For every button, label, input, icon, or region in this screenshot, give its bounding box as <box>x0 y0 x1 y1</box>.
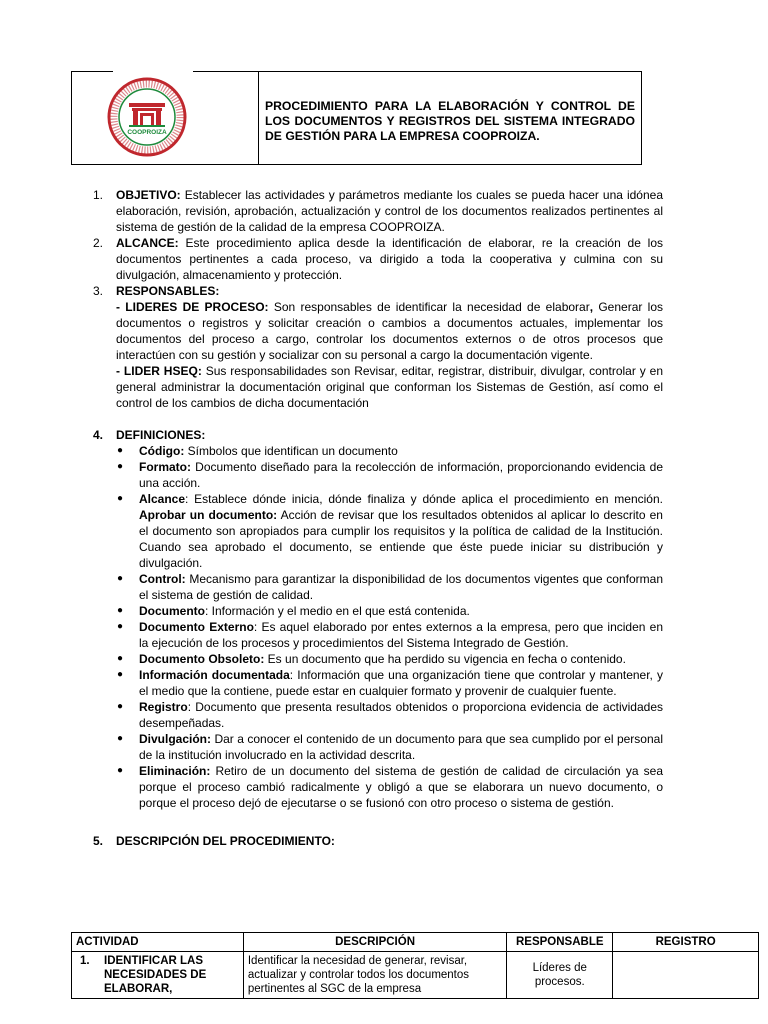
table-header-row <box>72 933 759 952</box>
activity-cell <box>72 952 244 999</box>
responsable-comma: , <box>589 300 594 314</box>
definition-text: : Información y el medio en el que está contenida. <box>205 604 470 618</box>
record-cell <box>613 952 759 999</box>
document-header <box>71 72 642 165</box>
responsible-cell: Líderes de procesos. <box>507 952 613 999</box>
bullet-icon: ● <box>117 605 124 616</box>
responsable-text: Son responsables de identificar la necesidad de elaborar <box>268 300 590 314</box>
section-number: 1. <box>93 188 104 202</box>
responsable-text: Generar los documentos o registros y solicitar creación o cambios a documentos actuales, implementar los documentos del proceso a cargo, controlar los documentos externos o de otros procesos que interactúen con su gestión y socializar con su personal a cargo la documentación vigente. <box>116 300 664 362</box>
section-label: RESPONSABLES: <box>116 284 220 298</box>
definition-item <box>117 763 663 811</box>
description-cell: Identificar la necesidad de generar, revisar, actualizar y controlar todos los documentos pertinentes al SGC de la empresa <box>243 952 506 999</box>
procedure-table <box>71 932 759 999</box>
activity-text: IDENTIFICAR LAS NECESIDADES DE ELABORAR, <box>104 955 207 995</box>
definition-text: Retiro de un documento del sistema de gestión de calidad de circulación ya sea porque el proceso cambió radicalmente y obligó a que se elaborara un nuevo documento, o porque el proceso dejó de ejecutarse o se fusionó con otro proceso o sistema de gestión. <box>139 764 663 810</box>
definition-text: Dar a conocer el contenido de un documento para que sea cumplido por el personal de la institución involucrado en la actividad descrita. <box>139 732 663 762</box>
bullet-icon: ● <box>117 765 124 776</box>
logo-name: COOPROIZA <box>127 129 167 136</box>
column-header-responsable: RESPONSABLE <box>507 933 613 952</box>
logo-cell <box>72 72 259 164</box>
definition-item <box>117 699 663 731</box>
definition-term: Documento Externo <box>139 620 254 634</box>
bullet-icon: ● <box>117 669 124 680</box>
title-cell <box>259 72 641 164</box>
definition-item <box>117 667 663 699</box>
definitions-list <box>117 443 664 811</box>
section-number: 4. <box>93 428 104 442</box>
section-text: Este procedimiento aplica desde la identificación de elaborar, re la creación de los documentos pertinentes a cada proceso, va dirigido a toda la cooperativa y culmina con su divulgación, almacenamiento y protección. <box>116 236 663 282</box>
definition-term: Divulgación: <box>139 732 212 746</box>
document-title: PROCEDIMIENTO PARA LA ELABORACIÓN Y CONTROL DE LOS DOCUMENTOS Y REGISTROS DEL SISTEMA INTEGRADO DE GESTIÓN PARA LA EMPRESA COOPROIZA. <box>265 98 635 143</box>
definition-term: Código: <box>139 444 185 458</box>
bullet-icon: ● <box>117 701 124 712</box>
definition-text: Símbolos que identifican un documento <box>184 444 398 458</box>
responsable-text: Sus responsabilidades son Revisar, editar, registrar, distribuir, divulgar, controlar y en general administrar la documentación original que conforman los Sistemas de Gestión, así como el control de los cambios de dicha documentación <box>116 364 663 410</box>
section-number: 5. <box>93 834 104 848</box>
activity-number: 1. <box>80 955 90 967</box>
responsable-lideres-proceso <box>116 299 663 363</box>
definition-text: : Información que una organización tiene que controlar y mantener, y el medio que la contiene, puede estar en cualquier formato y provenir de cualquier fuente. <box>139 668 663 698</box>
cooproiza-logo <box>107 77 187 157</box>
definition-item <box>117 443 663 459</box>
definition-term: Aprobar un documento: <box>139 508 278 522</box>
definition-text: Acción de revisar que los resultados obtenidos al aplicar lo descrito en el documento son apropiados para cumplir los requisitos y la política de calidad de la Institución. Cuando sea aprobado el documento, se entiende que éste puede iniciar su distribución y divulgación. <box>139 508 663 570</box>
section-objetivo <box>93 187 663 235</box>
bullet-icon: ● <box>117 493 124 504</box>
responsable-lider-hseq <box>116 363 663 411</box>
definition-term: Registro <box>139 700 188 714</box>
bullet-icon: ● <box>117 445 124 456</box>
section-number: 3. <box>93 284 104 298</box>
definition-term: Control: <box>139 572 186 586</box>
section-definiciones <box>93 427 663 811</box>
section-descripcion <box>93 833 663 849</box>
section-label: OBJETIVO: <box>116 188 181 202</box>
section-label: ALCANCE: <box>116 236 179 250</box>
definition-text: : Es aquel elaborado por entes externos a la empresa, pero que inciden en la ejecución de los procesos y procedimientos del Sistema Integrado de Gestión. <box>139 620 664 650</box>
definition-item <box>117 651 663 667</box>
bullet-icon: ● <box>117 573 124 584</box>
bullet-icon: ● <box>117 733 124 744</box>
definition-item <box>117 459 663 491</box>
column-header-descripcion: DESCRIPCIÓN <box>243 933 506 952</box>
definition-item <box>117 731 663 763</box>
section-text: Establecer las actividades y parámetros mediante los cuales se pueda hacer una idónea elaboración, revisión, aprobación, actualización y control de los documentos realizados pertinentes al sistema de gestión de la calidad de la empresa COOPROIZA. <box>116 188 663 234</box>
bullet-icon: ● <box>117 653 124 664</box>
column-header-actividad: ACTIVIDAD <box>72 933 244 952</box>
bullet-icon: ● <box>117 621 124 632</box>
definition-item <box>117 603 663 619</box>
section-alcance <box>93 235 663 283</box>
definition-term: Eliminación: <box>139 764 211 778</box>
definition-text: Es un documento que ha perdido su vigencia en fecha o contenido. <box>264 652 626 666</box>
table-row <box>72 952 759 999</box>
definition-term: Documento Obsoleto: <box>139 652 265 666</box>
section-number: 2. <box>93 236 104 250</box>
definition-term: Documento <box>139 604 205 618</box>
definition-term: Alcance <box>139 492 186 506</box>
definition-text: Documento diseñado para la recolección de información, proporcionando evidencia de una acción. <box>139 460 663 490</box>
responsable-label: - LIDER HSEQ: <box>116 364 202 378</box>
definition-term: Información documentada <box>139 668 290 682</box>
responsable-label: - LIDERES DE PROCESO: <box>116 300 269 314</box>
definition-text: : Establece dónde inicia, dónde finaliza y dónde aplica el procedimiento en mención. <box>185 492 663 506</box>
document-body <box>93 187 663 849</box>
definition-text: : Documento que presenta resultados obtenidos o proporciona evidencia de actividades desempeñadas. <box>139 700 663 730</box>
section-responsables <box>93 283 663 411</box>
column-header-registro: REGISTRO <box>613 933 759 952</box>
definition-item <box>117 571 663 603</box>
definition-text: Mecanismo para garantizar la disponibilidad de los documentos vigentes que conforman el sistema de gestión de calidad. <box>139 572 663 602</box>
definition-item <box>117 619 664 651</box>
section-label: DEFINICIONES: <box>116 428 206 442</box>
definition-term: Formato: <box>139 460 191 474</box>
definition-item <box>117 491 663 571</box>
bullet-icon: ● <box>117 461 124 472</box>
section-label: DESCRIPCIÓN DEL PROCEDIMIENTO: <box>116 834 335 848</box>
